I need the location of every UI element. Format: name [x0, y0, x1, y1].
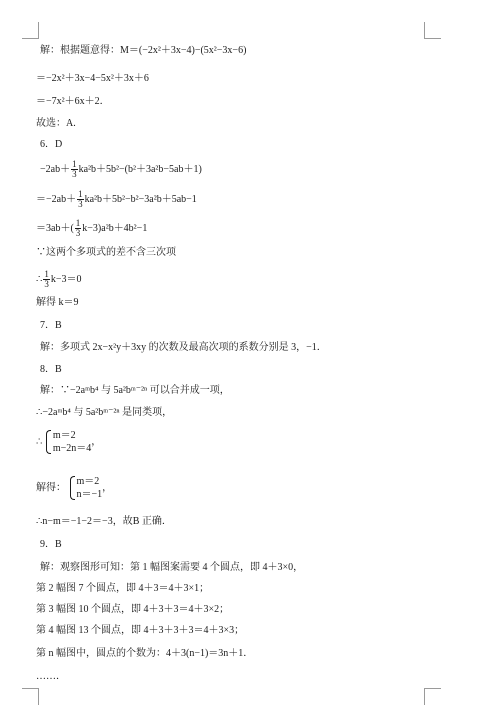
equation-line: ＝−2ab＋ $\frac{1}{3}$ ka²b＋5b²−b²−3a²b＋5ab−1 [36, 189, 197, 209]
solution-line: 第 4 幅图 13 个圆点，即 4＋3＋3＋3＝4＋3×3； [36, 625, 245, 636]
question-number: 7．B [40, 320, 62, 331]
solution-line: 第 2 幅图 7 个圆点，即 4＋3＝4＋3×1； [36, 583, 210, 594]
solution-line: 解：根据题意得：M＝(−2x²＋3x−4)−(5x²−3x−6) [40, 45, 247, 56]
solution-line: 解：观察图形可知：第 1 幅图案需要 4 个圆点，即 4＋3×0， [40, 562, 304, 573]
crop-mark-bottom-left [22, 688, 39, 705]
equation-line: ＝−2x²＋3x−4−5x²＋3x＋6 [36, 73, 149, 84]
crop-mark-top-left [22, 22, 39, 39]
solution-line: 解：多项式 2x−x²y＋3xy 的次数及最高次项的系数分别是 3，−1． [40, 342, 327, 353]
crop-mark-bottom-right [424, 688, 441, 705]
equation-line: ＝−7x²＋6x＋2． [36, 96, 110, 107]
solution-line: 第 n 幅图中，圆点的个数为：4＋3(n−1)＝3n＋1． [36, 648, 254, 659]
solution-line: 第 3 幅图 10 个圆点，即 4＋3＋3＝4＋3×2； [36, 604, 230, 615]
fraction: $\frac{1}{3}$ [72, 159, 77, 179]
fraction: $\frac{1}{3}$ [44, 269, 49, 289]
solution-line: 解：∵−2aᵐb⁴ 与 5a²bᵐ⁻²ⁿ 可以合并成一项， [40, 385, 230, 396]
equation-line: ＝3ab＋( $\frac{1}{3}$ k−3)a²b＋4b²−1 [36, 218, 148, 238]
result-line: 解得 k＝9 [36, 297, 79, 308]
equation-line: −2ab＋ $\frac{1}{3}$ kа²b＋5b²−(b²＋3a²b−5ab＋1) [40, 159, 202, 179]
question-number: 6．D [40, 139, 63, 150]
condition-line: ∵这两个多项式的差不含三次项 [36, 247, 176, 258]
system-line: 解得： m＝2 n＝−1 ， [36, 476, 113, 500]
fraction: $\frac{1}{3}$ [75, 218, 81, 238]
crop-mark-top-right [424, 22, 441, 39]
equation-system: m＝2 m−2n＝4 [45, 429, 91, 455]
equation-system: m＝2 n＝−1 [69, 475, 103, 501]
conclusion-line: ∴n−m＝−1−2＝−3，故B 正确． [36, 516, 172, 527]
solution-line: ∴−2aᵐb⁴ 与 5a²bᵐ⁻²ⁿ 是同类项， [36, 407, 173, 418]
question-number: 8．B [40, 364, 62, 375]
ellipsis-line: ……． [36, 671, 66, 682]
question-number: 9．B [40, 539, 62, 550]
system-line: ∴ m＝2 m−2n＝4 ， [36, 430, 102, 454]
answer-line: 故选：A. [36, 118, 76, 129]
equation-line: ∴ $\frac{1}{3}$ k−3＝0 [36, 269, 82, 289]
fraction: $\frac{1}{3}$ [78, 189, 83, 209]
